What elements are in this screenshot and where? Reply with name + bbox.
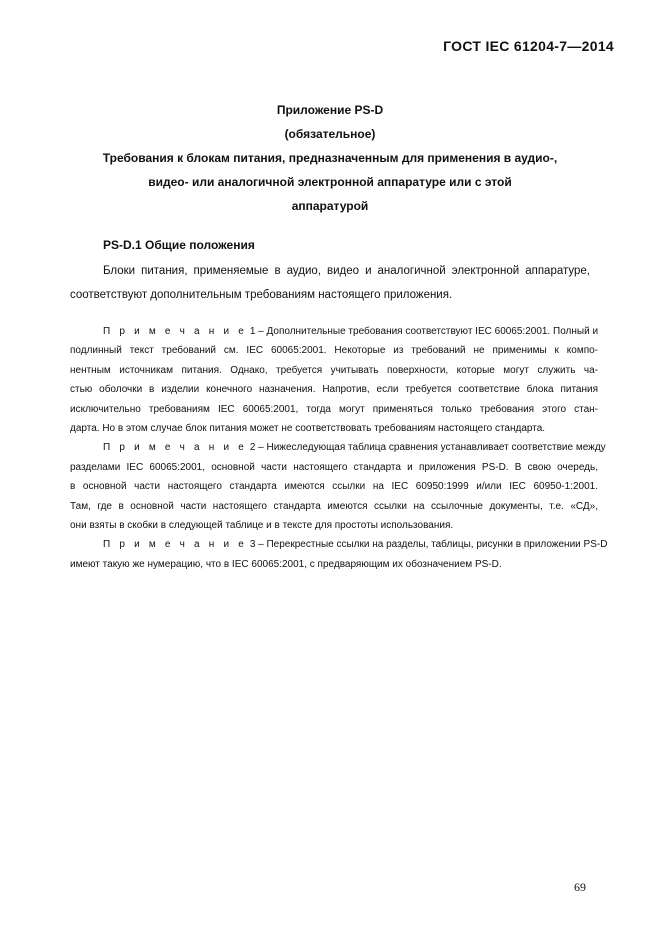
paragraph-line: Блоки питания, применяемые в аудио, видео и аналогичной электронной аппаратуре, [103,265,590,277]
note-label: П р и м е ч а н и е [103,442,248,454]
note-text: 1 – Дополнительные требования соответствуют IEC 60065:2001. Полный и [249,326,599,337]
note-label: П р и м е ч а н и е [103,539,248,551]
annex-status: (обязательное) [284,127,376,141]
note-first-line [70,535,608,554]
paragraph-line: соответствуют дополнительным требованиям настоящего приложения. [70,289,453,301]
standard-designation: ГОСТ IEC 61204-7—2014 [443,38,614,54]
note-line: в основной части настоящего стандарта имеются ссылки на IEC 60950:1999 и/или IEC 60950-1:2001. [70,481,598,493]
annex-title: Приложение PS-D [276,103,384,117]
annex-heading-line: Требования к блокам питания, предназначенным для применения в аудио-, [102,151,558,165]
note-first-line [70,438,606,457]
note-line: они взяты в скобки в следующей таблице и в тексте для простоты использования. [70,519,454,531]
page-number: 69 [574,880,586,894]
note-text: 2 – Нижеследующая таблица сравнения устанавливает соответствие между [249,442,606,454]
note-line: дарта. Но в этом случае блок питания может не соответствовать требованиям настоящего стандарта. [70,422,546,434]
section-paragraph [70,259,590,307]
note-line: исключительно требованиям IEC 60065:2001, тогда могут применяться только требования этого стан- [70,403,598,415]
annex-heading [70,98,590,218]
annex-heading-line: видео- или аналогичной электронной аппаратуре или с этой [148,175,512,189]
note-line: нентным источникам питания. Однако, требуется учитывать поверхности, которые могут служить ча- [70,364,598,376]
note-text: 3 – Перекрестные ссылки на разделы, таблицы, рисунки в приложении PS-D [249,539,608,551]
notes-block [70,322,608,574]
note-line: разделами IEC 60065:2001, основной части настоящего стандарта и приложения PS-D. В свою очередь, [70,461,598,473]
annex-heading-line: аппаратурой [291,199,369,213]
note-line: стью оболочки в изделии конечного назначения. Напротив, если требуется соответствие блока питания [70,384,598,396]
note-line: Там, где в основной части настоящего стандарта имеются ссылки на ссылочные документы, т.е. «СД», [70,500,598,512]
note-label: П р и м е ч а н и е [103,326,248,337]
note-line: подлинный текст требований см. IEC 60065:2001. Некоторые из требований не применимы к компо- [70,345,598,357]
note-line: имеют такую же нумерацию, что в IEC 60065:2001, с предваряющим их обозначением PS-D. [70,558,502,570]
section-title: PS-D.1 Общие положения [103,238,255,252]
note-first-line [70,322,598,341]
